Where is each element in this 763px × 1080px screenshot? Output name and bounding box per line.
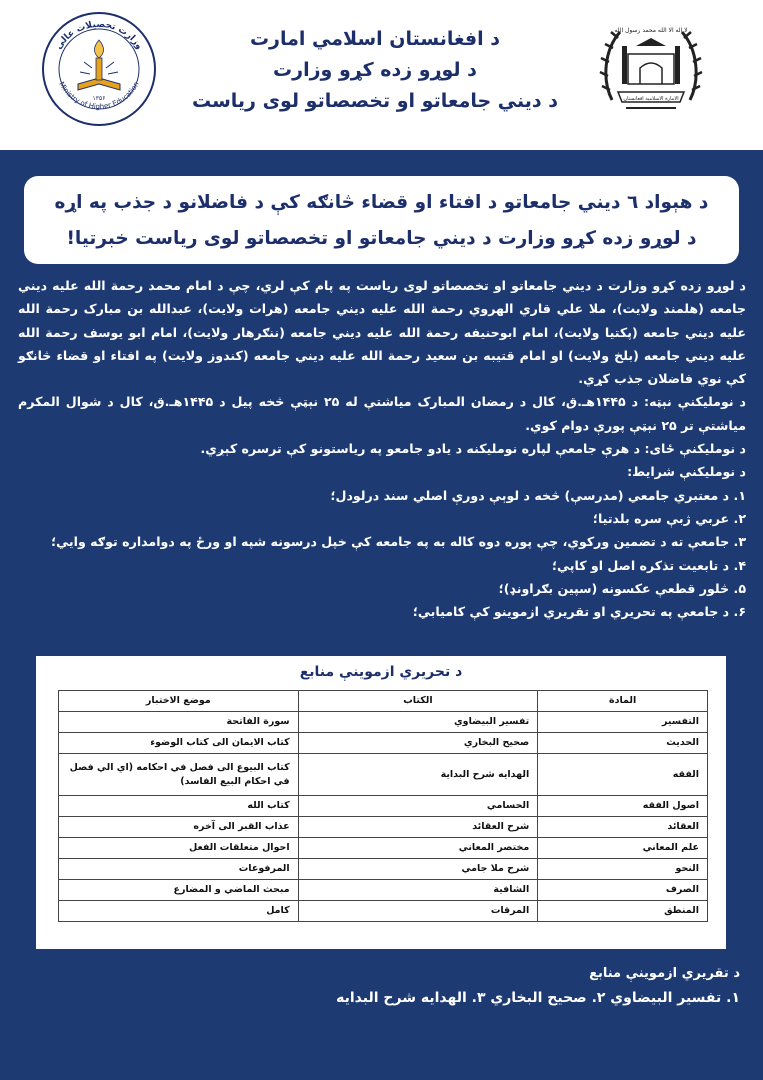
column-header: الكتاب [298, 691, 538, 712]
ministry-title: د لوړو زده کړو وزارت [273, 59, 477, 81]
directorate-title: د ديني جامعاتو او تخصصاتو لوی رياست [191, 90, 559, 112]
book-cell: الحسامي [298, 796, 538, 817]
page-header [0, 0, 763, 150]
table-header-row [59, 691, 708, 712]
exam-topic-cell: المرفوعات [59, 859, 299, 880]
exam-topic-cell: كتاب البيوع الى فصل في احكامه (اي الي فصل في احكام البيع الفاسد) [59, 754, 299, 796]
emblem-inscription: لا اله الا الله محمد رسول الله [614, 27, 688, 34]
oral-exam-sources [24, 962, 740, 1010]
headline-line-2: د لوړو زده کړو وزارت د ديني جامعاتو او تخصصاتو لوی رياست خبرتيا! [66, 228, 697, 249]
book-cell: المرقات [298, 901, 538, 922]
table-row [59, 838, 708, 859]
condition-item: ۴. د تابعيت تذکره اصل او کاپي؛ [551, 557, 746, 573]
table-row [59, 880, 708, 901]
registration-place: د نوملیکنې ځای: د هرې جامعې لپاره نوملیکنه د يادو جامعو په رياستونو کې ترسره کېږي. [200, 441, 746, 457]
headline-line-1: د هېواد ٦ ديني جامعاتو د افتاء او قضاء څانګه کې د فاضلانو د جذب په اړه [54, 192, 709, 213]
condition-item: ۵. څلور قطعې عکسونه (سپين بګراونډ)؛ [498, 580, 746, 596]
column-header: المادة [538, 691, 708, 712]
emirate-emblem-icon [592, 10, 710, 128]
table-row [59, 733, 708, 754]
exam-topic-cell: كتاب الله [59, 796, 299, 817]
column-header: موضع الاختبار [59, 691, 299, 712]
subject-cell: علم المعاني [538, 838, 708, 859]
exam-topic-cell: سورة الفاتحة [59, 712, 299, 733]
book-cell: مختصر المعاني [298, 838, 538, 859]
table-title: د تحريري ازموينې منابع [299, 664, 463, 680]
registration-date: د نوملیکنې نېټه: د ۱۴۴۵هـ.ق، کال د رمضان المبارک میاشتې له ۲۵ نېټې څخه پيل د ۱۴۴۵هـ.ق، کال د شوال المکرم میاشتې تر ۲۵ نېټې پورې دوام کوي. [18, 394, 746, 433]
book-cell: الشافية [298, 880, 538, 901]
headline-box [24, 176, 739, 264]
table-row [59, 796, 708, 817]
condition-item: ۱. د معتبري جامعي (مدرسې) څخه د لوېې دورې اصلي سند درلودل؛ [330, 487, 746, 503]
book-cell: شرح العقائد [298, 817, 538, 838]
table-row [59, 901, 708, 922]
exam-topic-cell: احوال متعلقات الفعل [59, 838, 299, 859]
subject-cell: الحديث [538, 733, 708, 754]
exam-topic-cell: كامل [59, 901, 299, 922]
condition-item: ۳. جامعې ته د تضمين ورکوي، چې پوره دوه کاله به په جامعه کې خپل درسونه شپه او ورځ په دوامداره توګه وايي؛ [51, 534, 746, 550]
table-row [59, 712, 708, 733]
subject-cell: المنطق [538, 901, 708, 922]
exam-topic-cell: عذاب القبر الى آخره [59, 817, 299, 838]
emirate-title: د افغانستان اسلامي امارت [249, 28, 501, 50]
emblem-banner: الامارة الاسلامية افغانستان [623, 96, 679, 102]
intro-paragraph: د لوړو زده کړو وزارت د ديني جامعاتو او تخصصاتو لوی رياست په پام کې لري، چې د امام محمد رحمة الله عليه ديني جامعه (هلمند ولايت)، ملا علي قاري الهروي رحمة الله عليه ديني جامعه (هرات ولايت)، عبدالله بن مبارک رحمة الله عليه ديني جامعه (پکتيا ولايت)، امام ابوحنيفه رحمة الله عليه ديني جامعه (ننګرهار ولايت)، امام ابو يوسف رحمة الله عليه ديني جامعه (بلخ ولايت) او امام قتيبه بن سعيد رحمة الله عليه ديني جامعه (کندوز ولايت) په افتاء او قضاء څانګو کې نوي فاضلان جذب کړي. [18, 278, 746, 387]
condition-item: ۲. عربي ژبې سره بلدتيا؛ [592, 510, 746, 526]
subject-cell: النحو [538, 859, 708, 880]
table-row [59, 859, 708, 880]
seal-caption: Ministry of Higher Education [57, 80, 141, 111]
subject-cell: العقائد [538, 817, 708, 838]
seal-arc-text: وزارت تحصیلات عالی [53, 19, 145, 52]
subject-cell: الفقه [538, 754, 708, 796]
subject-cell: اصول الفقه [538, 796, 708, 817]
written-exam-sources-card [36, 656, 726, 949]
announcement-body [18, 274, 746, 623]
oral-exam-list: ۱. تفسير البيضاوي ۲. صحيح البخاري ۳. الهدايه شرح البدايه [336, 990, 740, 1006]
table-row [59, 754, 708, 796]
book-cell: شرح ملا جامي [298, 859, 538, 880]
conditions-title: د نوملیکنې شرايط: [627, 464, 746, 480]
ministry-seal-icon [40, 10, 158, 128]
seal-year: ۱۳۵۶ [92, 95, 106, 102]
written-exam-sources-table [58, 690, 708, 922]
exam-topic-cell: كتاب الايمان الى كتاب الوضوء [59, 733, 299, 754]
book-cell: صحيح البخاري [298, 733, 538, 754]
table-row [59, 817, 708, 838]
header-titles [170, 24, 580, 117]
subject-cell: الصرف [538, 880, 708, 901]
condition-item: ۶. د جامعې په تحريري او تقريري ازموينو کې کاميابي؛ [412, 604, 746, 620]
subject-cell: التفسير [538, 712, 708, 733]
oral-exam-title: د تقريري ازموينې منابع [589, 966, 740, 981]
exam-topic-cell: مبحث الماضي و المضارع [59, 880, 299, 901]
book-cell: تفسير البيضاوي [298, 712, 538, 733]
book-cell: الهدايه شرح البداية [298, 754, 538, 796]
announcement-panel [0, 150, 763, 1080]
